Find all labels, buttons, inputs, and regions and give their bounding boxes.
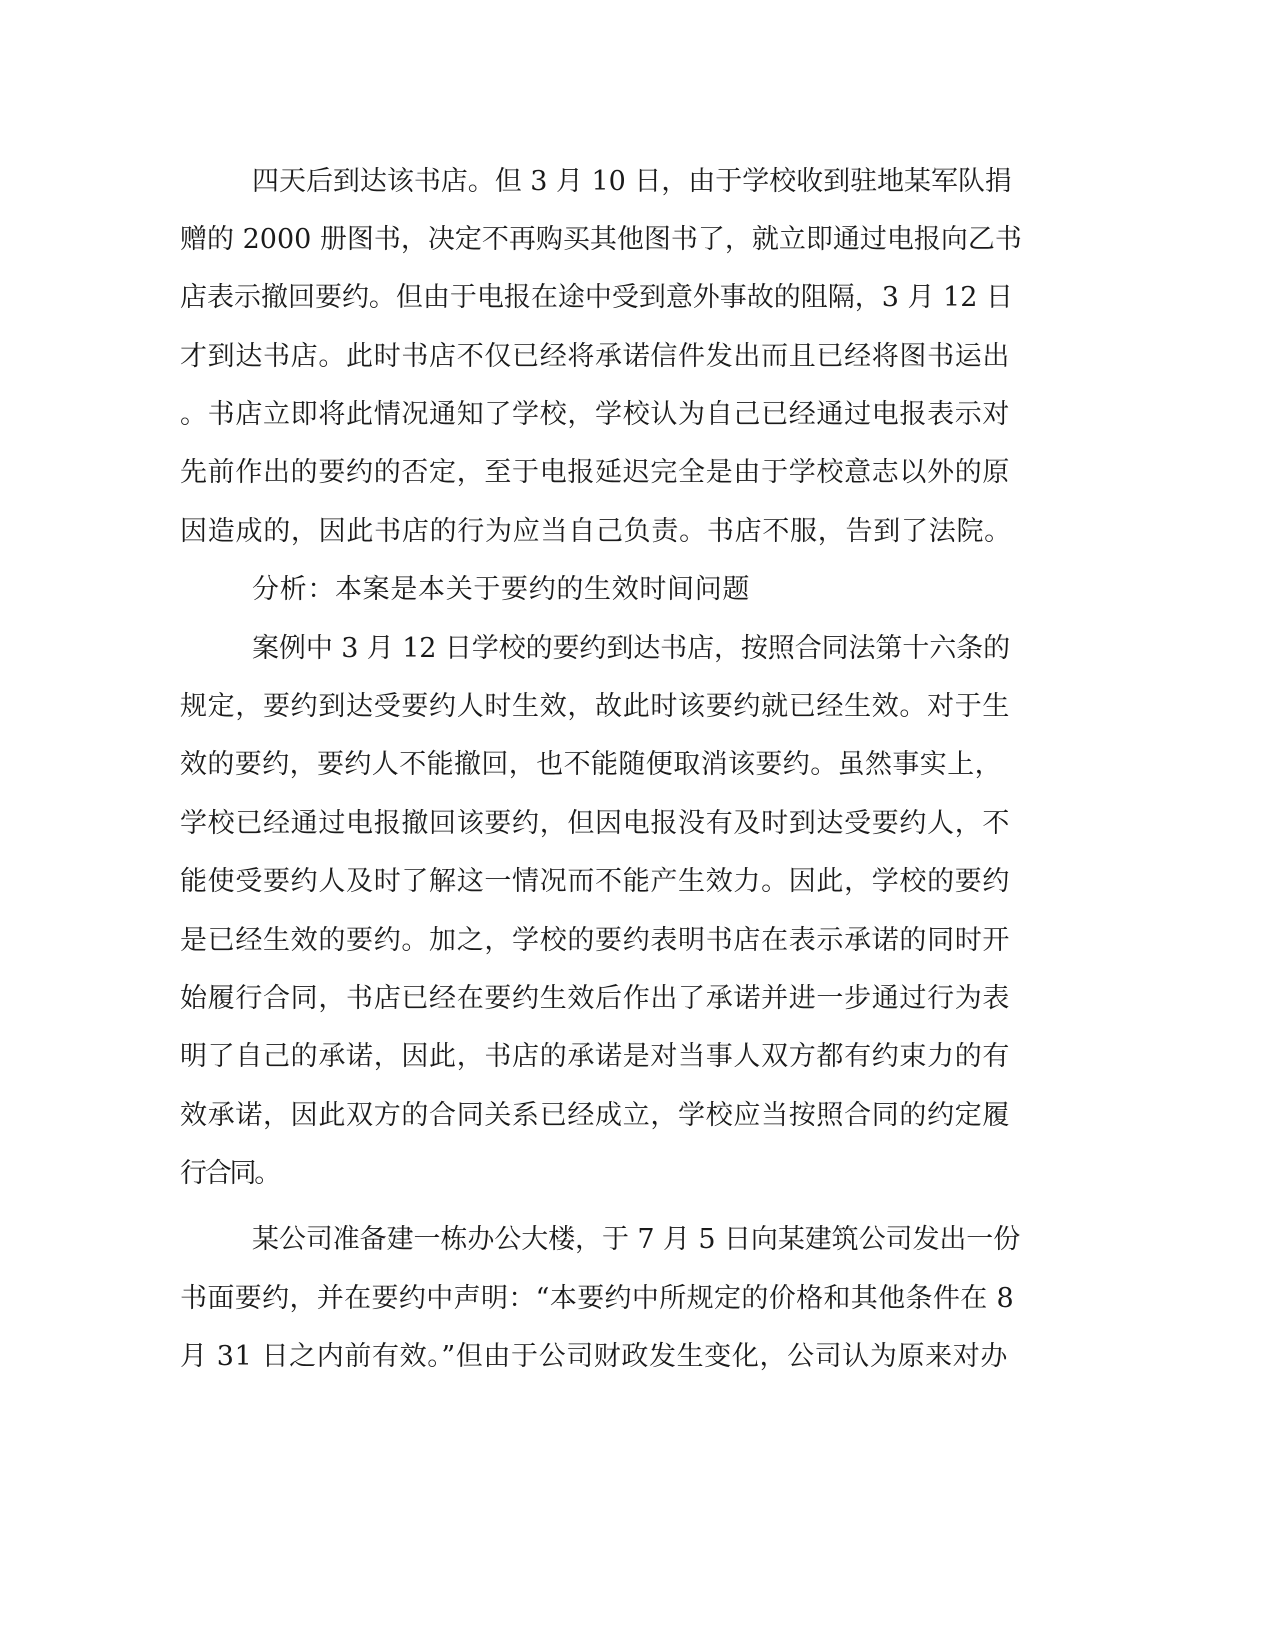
line-text: 因造成的，因此书店的行为应当自己负责。书店不服，告到了法院。 — [180, 516, 1012, 547]
line-text: 效承诺，因此双方的合同关系已经成立，学校应当按照合同的约定履 — [180, 1100, 1011, 1131]
line-text: 才到达书店。此时书店不仅已经将承诺信件发出而且已经将图书运出 — [180, 341, 1011, 372]
line-text: 分析：本案是本关于要约的生效时间问题 — [252, 574, 751, 605]
line-text: 学校已经通过电报撤回该要约，但因电报没有及时到达受要约人，不 — [180, 808, 1011, 839]
line-text: 赠的 2000 册图书，决定不再购买其他图书了，就立即通过电报向乙书 — [180, 224, 1022, 255]
line-text: 始履行合同，书店已经在要约生效后作出了承诺并进一步通过行为表 — [180, 983, 1011, 1014]
line-text: 是已经生效的要约。加之，学校的要约表明书店在表示承诺的同时开 — [180, 925, 1011, 956]
line-text: 某公司准备建一栋办公大楼，于 7 月 5 日向某建筑公司发出一份 — [252, 1224, 1021, 1255]
line-text: 明了自己的承诺，因此，书店的承诺是对当事人双方都有约束力的有 — [180, 1041, 1011, 1072]
line-text: 店表示撤回要约。但由于电报在途中受到意外事故的阻隔，3 月 12 日 — [180, 282, 1013, 313]
line-text: 四天后到达该书店。但 3 月 10 日，由于学校收到驻地某军队捐 — [252, 166, 1012, 197]
line-text: 效的要约，要约人不能撤回，也不能随便取消该要约。虽然事实上， — [180, 749, 1002, 780]
line-text: 能使受要约人及时了解这一情况而不能产生效力。因此，学校的要约 — [180, 866, 1011, 897]
line-text: 规定，要约到达受要约人时生效，故此时该要约就已经生效。对于生 — [180, 691, 1011, 722]
line-text: 先前作出的要约的否定，至于电报延迟完全是由于学校意志以外的原 — [180, 457, 1011, 488]
line-text: 月 31 日之内前有效。”但由于公司财政发生变化，公司认为原来对办 — [180, 1341, 1008, 1372]
line-text: 书面要约，并在要约中声明：“本要约中所规定的价格和其他条件在 8 — [180, 1283, 1015, 1314]
line-text: 。书店立即将此情况通知了学校，学校认为自己已经通过电报表示对 — [180, 399, 1011, 430]
line-text: 行合同。 — [180, 1158, 279, 1189]
line-text: 案例中 3 月 12 日学校的要约到达书店，按照合同法第十六条的 — [252, 633, 1010, 664]
